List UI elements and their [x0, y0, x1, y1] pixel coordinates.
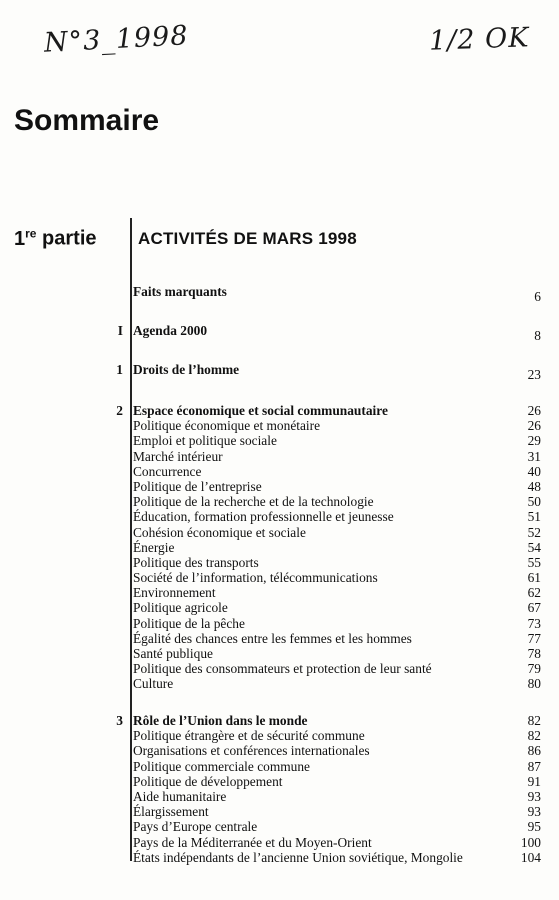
- toc-section: [0, 403, 559, 692]
- toc-entry: [0, 449, 559, 464]
- toc-entry: [0, 804, 559, 819]
- toc-entry-title: Égalité des chances entre les femmes et les hommes: [133, 630, 412, 646]
- toc-entry-title: Élargissement: [133, 804, 209, 820]
- toc-entry: [0, 631, 559, 646]
- toc-page-number: 52: [527, 524, 541, 540]
- toc-page-number: 50: [527, 494, 541, 510]
- toc-entry-title: Marché intérieur: [133, 448, 223, 464]
- toc-page-number: 51: [527, 509, 541, 525]
- toc-entry: [0, 661, 559, 676]
- toc-page-number: 54: [527, 539, 541, 555]
- toc-entry: [0, 774, 559, 789]
- toc-entry-title: Pays de la Méditerranée et du Moyen-Orient: [133, 834, 372, 850]
- toc-entry: [0, 418, 559, 433]
- toc-page-number: 40: [527, 463, 541, 479]
- toc-entry-title: Politique des consommateurs et protection de leur santé: [133, 661, 432, 677]
- toc-section-title: Agenda 2000: [133, 323, 208, 338]
- toc-page-number: 82: [527, 713, 541, 728]
- toc-entry: [0, 433, 559, 448]
- handwritten-note-left: N°3_1998: [43, 20, 190, 59]
- toc-section-title: Espace économique et social communautaire: [133, 403, 388, 418]
- part-label: [14, 226, 97, 251]
- toc-section-title: Rôle de l’Union dans le monde: [133, 713, 308, 728]
- toc-page-number: 8: [534, 328, 541, 343]
- toc-entry: [0, 646, 559, 661]
- toc-entry: [0, 525, 559, 540]
- toc-entry: [0, 676, 559, 691]
- toc-page-number: 6: [534, 289, 541, 304]
- toc-entry-title: Politique économique et monétaire: [133, 418, 321, 434]
- toc-page-number: 100: [520, 834, 541, 850]
- toc-entry-title: Politique étrangère et de sécurité commune: [133, 728, 365, 744]
- toc-entry-title: Énergie: [133, 539, 175, 555]
- toc-section-title: Droits de l’homme: [133, 362, 240, 377]
- toc-page-number: 29: [527, 433, 541, 449]
- toc-entry-title: Cohésion économique et sociale: [133, 524, 306, 540]
- toc-page-number: 91: [527, 773, 541, 789]
- toc-entry: [0, 555, 559, 570]
- toc-entry-title: Environnement: [133, 585, 216, 601]
- toc-entry-title: États indépendants de l’ancienne Union soviétique, Mongolie: [133, 849, 463, 865]
- toc-entry: [0, 585, 559, 600]
- toc-entry-title: Politique de la pêche: [133, 615, 245, 631]
- toc-section-heading: [0, 713, 559, 728]
- toc-entry-title: Politique de la recherche et de la technologie: [133, 494, 374, 510]
- toc-section-heading: [0, 403, 559, 418]
- toc-page-number: 82: [527, 728, 541, 744]
- toc-entry: [0, 600, 559, 615]
- toc-page-number: 93: [527, 804, 541, 820]
- toc-section: [0, 323, 559, 343]
- toc-entry-title: Culture: [133, 676, 174, 692]
- toc-page-number: 62: [527, 585, 541, 601]
- toc-page-number: 26: [527, 403, 541, 418]
- toc-entry: [0, 479, 559, 494]
- toc-page-number: 23: [527, 367, 541, 382]
- toc-entry-title: Société de l’information, télécommunications: [133, 570, 378, 586]
- toc-entry: [0, 759, 559, 774]
- toc-entry-title: Aide humanitaire: [133, 788, 227, 804]
- toc-page-number: 86: [527, 743, 541, 759]
- toc-page-number: 93: [527, 788, 541, 804]
- toc-page-number: 48: [527, 478, 541, 494]
- handwritten-note-right: 1/2 OK: [428, 22, 530, 57]
- toc-entry-title: Éducation, formation professionnelle et jeunesse: [133, 509, 394, 525]
- toc-page-number: 104: [520, 849, 541, 865]
- toc-entry-title: Politique des transports: [133, 554, 259, 570]
- toc-entry: [0, 570, 559, 585]
- toc-section-number: I: [117, 323, 123, 338]
- toc-page-number: 61: [527, 570, 541, 586]
- toc-entry-title: Politique de développement: [133, 773, 283, 789]
- toc-entry: [0, 789, 559, 804]
- toc-entry-title: Politique agricole: [133, 600, 228, 616]
- toc-entry: [0, 494, 559, 509]
- toc-entry: [0, 835, 559, 850]
- toc-page-number: 95: [527, 819, 541, 835]
- toc-entry: [0, 464, 559, 479]
- page-title: Sommaire: [14, 104, 160, 137]
- toc-entry-title: Organisations et conférences internationales: [133, 743, 370, 759]
- toc-entry-title: Politique de l’entreprise: [133, 478, 262, 494]
- toc-entry-title: Concurrence: [133, 463, 202, 479]
- part-word: partie: [42, 227, 97, 250]
- toc-page-number: 31: [527, 448, 541, 464]
- toc-page-number: 73: [527, 615, 541, 631]
- toc-section-number: 2: [116, 403, 123, 418]
- toc-entry: [0, 540, 559, 555]
- toc-section-number: 1: [116, 362, 123, 377]
- toc-entry: [0, 850, 559, 865]
- toc-page-number: 79: [527, 661, 541, 677]
- toc-page-number: 26: [527, 418, 541, 434]
- toc-page-number: 87: [527, 758, 541, 774]
- part-ordinal: 1re: [14, 226, 37, 250]
- toc-section: [0, 713, 559, 865]
- toc-entry-title: Pays d’Europe centrale: [133, 819, 258, 835]
- part-title: ACTIVITÉS DE MARS 1998: [138, 229, 357, 248]
- toc-section-number: 3: [116, 713, 123, 728]
- toc-page-number: 67: [527, 600, 541, 616]
- toc-page-number: 78: [527, 646, 541, 661]
- toc-entry: [0, 616, 559, 631]
- toc-page-number: 80: [527, 676, 541, 692]
- toc-entry: [0, 728, 559, 743]
- toc-entry-title: Emploi et politique sociale: [133, 433, 277, 449]
- toc-section-heading: [0, 284, 559, 304]
- toc-entry: [0, 509, 559, 524]
- toc-entry: [0, 743, 559, 758]
- toc-section-heading: [0, 323, 559, 343]
- toc-page-number: 55: [527, 554, 541, 570]
- toc-entry: [0, 819, 559, 834]
- toc-section: [0, 284, 559, 304]
- toc-section-title: Faits marquants: [133, 284, 227, 299]
- toc-entry-title: Politique commerciale commune: [133, 758, 311, 774]
- toc-page-number: 77: [527, 630, 541, 646]
- toc-section-heading: [0, 362, 559, 382]
- toc-entry-title: Santé publique: [133, 646, 213, 661]
- toc-section: [0, 362, 559, 382]
